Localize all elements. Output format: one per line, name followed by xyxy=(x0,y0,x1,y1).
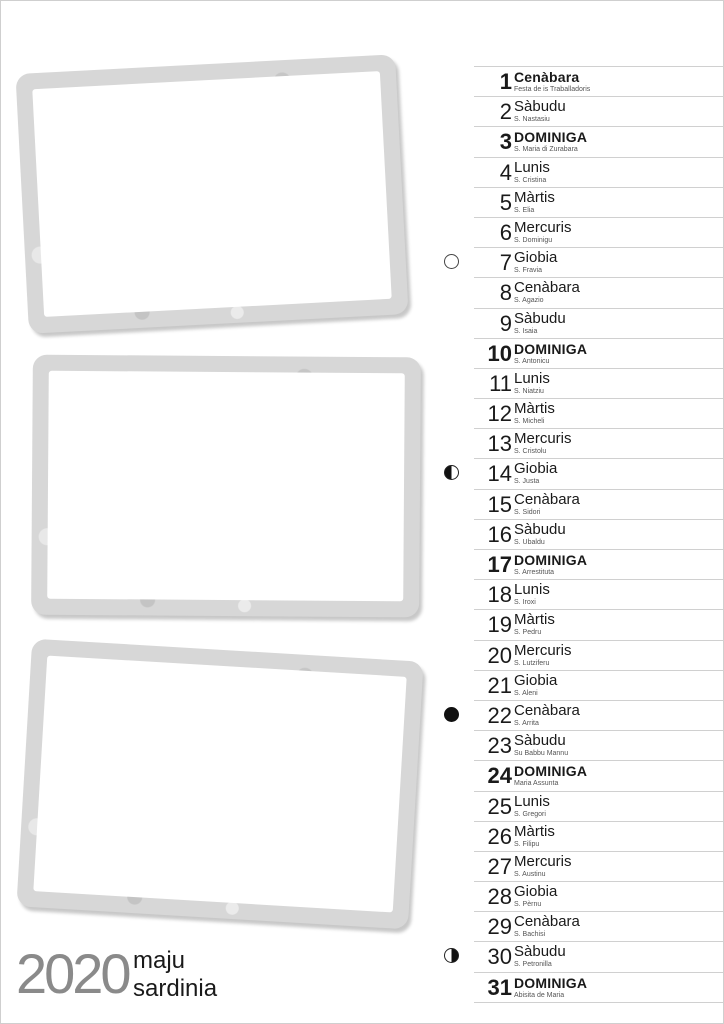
weekday-name: Mercuris xyxy=(514,852,572,870)
weekday-name: Sàbudu xyxy=(514,732,566,750)
saint-name: S. Arrita xyxy=(514,719,539,727)
saint-name: S. Agazio xyxy=(514,297,544,305)
day-number: 31 xyxy=(487,974,512,1000)
day-row xyxy=(474,218,724,248)
saint-name: S. Maria di Zurabara xyxy=(514,146,578,154)
day-number: 5 xyxy=(499,189,512,215)
day-number: 23 xyxy=(487,733,512,759)
day-row xyxy=(474,429,724,459)
weekday-name: Mercuris xyxy=(514,430,572,448)
saint-name: S. Aleni xyxy=(514,689,538,697)
weekday-name: DOMINIGA xyxy=(514,340,588,357)
day-row xyxy=(474,882,724,912)
saint-name: S. Iroxi xyxy=(514,599,536,607)
weekday-name: Màrtis xyxy=(514,822,555,840)
saint-name: Maria Assunta xyxy=(514,780,559,788)
day-number: 28 xyxy=(487,884,512,910)
day-number: 19 xyxy=(487,612,512,638)
weekday-name: Sàbudu xyxy=(514,943,566,961)
saint-name: Su Babbu Mannu xyxy=(514,750,569,758)
saint-name: S. Dominigu xyxy=(514,236,553,244)
calendar-region: sardinia xyxy=(133,975,218,1002)
saint-name: S. Niatziu xyxy=(514,387,544,395)
day-number: 7 xyxy=(499,250,512,276)
saint-name: S. Bachisi xyxy=(514,931,546,939)
day-row xyxy=(474,188,724,218)
day-list xyxy=(474,66,724,1003)
weekday-name: Cenàbara xyxy=(514,701,580,719)
day-number: 26 xyxy=(487,823,512,849)
saint-name: S. Fravia xyxy=(514,267,543,275)
weekday-name: Mercuris xyxy=(514,641,572,659)
weekday-name: Sàbudu xyxy=(514,98,566,116)
day-number: 18 xyxy=(487,582,512,608)
weekday-name: Cenàbara xyxy=(514,913,580,931)
calendar-month: maju xyxy=(133,947,186,974)
saint-name: S. Sidori xyxy=(514,508,541,516)
day-row xyxy=(474,942,724,972)
day-number: 4 xyxy=(499,159,512,185)
weekday-name: Giobia xyxy=(514,249,558,267)
weekday-name: DOMINIGA xyxy=(514,763,588,780)
weekday-name: Giobia xyxy=(514,460,558,478)
weekday-name: Cenàbara xyxy=(514,279,580,297)
weekday-name: Giobia xyxy=(514,883,558,901)
saint-name: S. Pèrnu xyxy=(514,901,542,909)
saint-name: S. Pedru xyxy=(514,629,542,637)
day-number: 10 xyxy=(487,340,512,366)
day-row xyxy=(474,641,724,671)
saint-name: S. Filipu xyxy=(514,840,540,848)
day-row xyxy=(474,580,724,610)
photo-frame-3 xyxy=(16,639,423,930)
weekday-name: DOMINIGA xyxy=(514,552,588,568)
day-row xyxy=(474,490,724,520)
weekday-name: DOMINIGA xyxy=(514,129,588,146)
saint-name: S. Isaia xyxy=(514,327,538,335)
photo-placeholder-2 xyxy=(47,371,405,601)
weekday-name: Cenàbara xyxy=(514,490,580,508)
day-row xyxy=(474,369,724,399)
day-number: 3 xyxy=(499,129,512,155)
saint-name: S. Antonicu xyxy=(514,357,550,365)
day-row xyxy=(474,459,724,489)
weekday-name: Màrtis xyxy=(514,400,555,418)
weekday-name: Màrtis xyxy=(514,611,555,629)
saint-name: S. Cristolu xyxy=(514,448,547,456)
photo-placeholder-1 xyxy=(32,71,391,317)
day-number: 16 xyxy=(487,521,512,547)
day-row xyxy=(474,399,724,429)
day-number: 21 xyxy=(487,672,512,698)
saint-name: Abisita de Maria xyxy=(514,991,565,999)
photo-placeholder-3 xyxy=(33,656,406,913)
day-row xyxy=(474,127,724,157)
saint-name: S. Ubaldu xyxy=(514,538,545,546)
day-row xyxy=(474,912,724,942)
day-row xyxy=(474,610,724,640)
day-row xyxy=(474,520,724,550)
day-number: 6 xyxy=(499,219,512,245)
weekday-name: Giobia xyxy=(514,671,558,689)
day-row xyxy=(474,852,724,882)
day-row xyxy=(474,309,724,339)
saint-name: S. Cristina xyxy=(514,176,547,184)
day-number: 14 xyxy=(487,461,512,487)
calendar-year: 2020 xyxy=(16,942,129,1005)
saint-name: S. Micheli xyxy=(514,418,545,426)
day-row xyxy=(474,158,724,188)
weekday-name: DOMINIGA xyxy=(514,974,588,991)
saint-name: Festa de is Traballadoris xyxy=(514,86,591,93)
day-row xyxy=(474,278,724,308)
saint-name: S. Justa xyxy=(514,478,540,486)
weekday-name: Cenàbara xyxy=(514,69,580,85)
day-number: 17 xyxy=(487,552,512,577)
day-number: 11 xyxy=(489,370,512,396)
day-number: 25 xyxy=(487,793,512,819)
day-row xyxy=(474,731,724,761)
day-number: 20 xyxy=(487,642,512,668)
day-row xyxy=(474,761,724,791)
day-row xyxy=(474,550,724,580)
saint-name: S. Austinu xyxy=(514,870,546,878)
day-number: 2 xyxy=(499,99,512,125)
day-row xyxy=(474,339,724,369)
day-row xyxy=(474,248,724,278)
weekday-name: Màrtis xyxy=(514,188,555,206)
day-row xyxy=(474,792,724,822)
day-row xyxy=(474,973,724,1003)
day-number: 30 xyxy=(487,944,512,970)
saint-name: S. Elia xyxy=(514,206,535,214)
day-number: 12 xyxy=(487,401,512,427)
day-row xyxy=(474,67,724,97)
day-number: 27 xyxy=(487,853,512,879)
new-moon-icon xyxy=(444,707,459,722)
saint-name: S. Petronilla xyxy=(514,961,552,969)
weekday-name: Lunis xyxy=(514,792,550,810)
saint-name: S. Lutziferu xyxy=(514,659,550,667)
photo-frame-2 xyxy=(31,355,421,618)
weekday-name: Lunis xyxy=(514,158,550,176)
day-number: 13 xyxy=(487,431,512,457)
day-number: 29 xyxy=(487,914,512,940)
day-row xyxy=(474,671,724,701)
day-row xyxy=(474,701,724,731)
saint-name: S. Arrestituta xyxy=(514,569,555,576)
day-row xyxy=(474,97,724,127)
weekday-name: Sàbudu xyxy=(514,520,566,538)
weekday-name: Lunis xyxy=(514,581,550,599)
day-number: 8 xyxy=(499,280,512,306)
day-number: 1 xyxy=(499,69,512,94)
day-row xyxy=(474,822,724,852)
weekday-name: Sàbudu xyxy=(514,309,566,327)
day-number: 22 xyxy=(487,702,512,728)
day-number: 15 xyxy=(487,491,512,517)
saint-name: S. Nastasiu xyxy=(514,116,550,124)
weekday-name: Lunis xyxy=(514,369,550,387)
saint-name: S. Gregori xyxy=(514,810,546,818)
day-number: 9 xyxy=(499,310,512,336)
weekday-name: Mercuris xyxy=(514,218,572,236)
photo-frame-1 xyxy=(15,54,408,334)
day-number: 24 xyxy=(487,763,512,789)
